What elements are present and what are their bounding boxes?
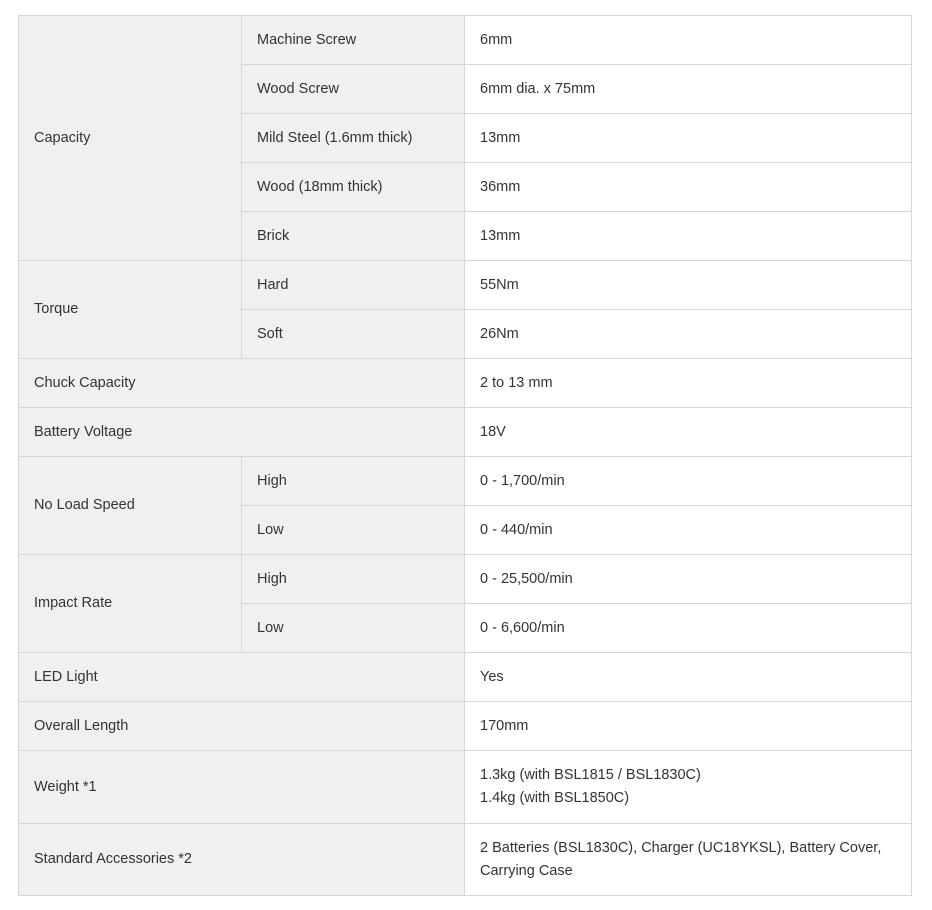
no-load-speed-value: 0 - 1,700/min — [465, 457, 912, 506]
overall-length-value: 170mm — [465, 702, 912, 751]
capacity-item: Wood Screw — [242, 65, 465, 114]
spec-table — [18, 15, 912, 896]
standard-accessories-line: Carrying Case — [480, 862, 573, 879]
table-row — [19, 359, 912, 408]
impact-rate-label: Impact Rate — [19, 555, 242, 653]
no-load-speed-item: High — [242, 457, 465, 506]
capacity-value: 6mm — [465, 16, 912, 65]
impact-rate-item: Low — [242, 604, 465, 653]
battery-voltage-label: Battery Voltage — [19, 408, 465, 457]
no-load-speed-label: No Load Speed — [19, 457, 242, 555]
weight-label: Weight *1 — [19, 751, 465, 824]
weight-line: 1.3kg (with BSL1815 / BSL1830C) — [480, 767, 701, 783]
table-row — [19, 261, 912, 310]
battery-voltage-value: 18V — [465, 408, 912, 457]
capacity-item: Mild Steel (1.6mm thick) — [242, 114, 465, 163]
led-light-label: LED Light — [19, 653, 465, 702]
led-light-value: Yes — [465, 653, 912, 702]
table-row — [19, 408, 912, 457]
table-row — [19, 457, 912, 506]
torque-item: Soft — [242, 310, 465, 359]
standard-accessories-value — [465, 824, 912, 896]
table-row — [19, 702, 912, 751]
weight-line: 1.4kg (with BSL1850C) — [480, 790, 630, 806]
table-row — [19, 16, 912, 65]
capacity-item: Machine Screw — [242, 16, 465, 65]
torque-label: Torque — [19, 261, 242, 359]
table-row — [19, 653, 912, 702]
capacity-value: 13mm — [465, 212, 912, 261]
table-row — [19, 751, 912, 824]
torque-value: 55Nm — [465, 261, 912, 310]
capacity-label: Capacity — [19, 16, 242, 261]
capacity-value: 36mm — [465, 163, 912, 212]
torque-value: 26Nm — [465, 310, 912, 359]
standard-accessories-label: Standard Accessories *2 — [19, 824, 465, 896]
capacity-value: 6mm dia. x 75mm — [465, 65, 912, 114]
table-row — [19, 555, 912, 604]
capacity-value: 13mm — [465, 114, 912, 163]
table-row — [19, 824, 912, 896]
no-load-speed-item: Low — [242, 506, 465, 555]
overall-length-label: Overall Length — [19, 702, 465, 751]
weight-value — [465, 751, 912, 824]
impact-rate-value: 0 - 6,600/min — [465, 604, 912, 653]
chuck-capacity-value: 2 to 13 mm — [465, 359, 912, 408]
torque-item: Hard — [242, 261, 465, 310]
impact-rate-item: High — [242, 555, 465, 604]
standard-accessories-line: 2 Batteries (BSL1830C), Charger (UC18YKSL), Battery Cover, — [480, 839, 882, 856]
capacity-item: Wood (18mm thick) — [242, 163, 465, 212]
no-load-speed-value: 0 - 440/min — [465, 506, 912, 555]
chuck-capacity-label: Chuck Capacity — [19, 359, 465, 408]
capacity-item: Brick — [242, 212, 465, 261]
impact-rate-value: 0 - 25,500/min — [465, 555, 912, 604]
